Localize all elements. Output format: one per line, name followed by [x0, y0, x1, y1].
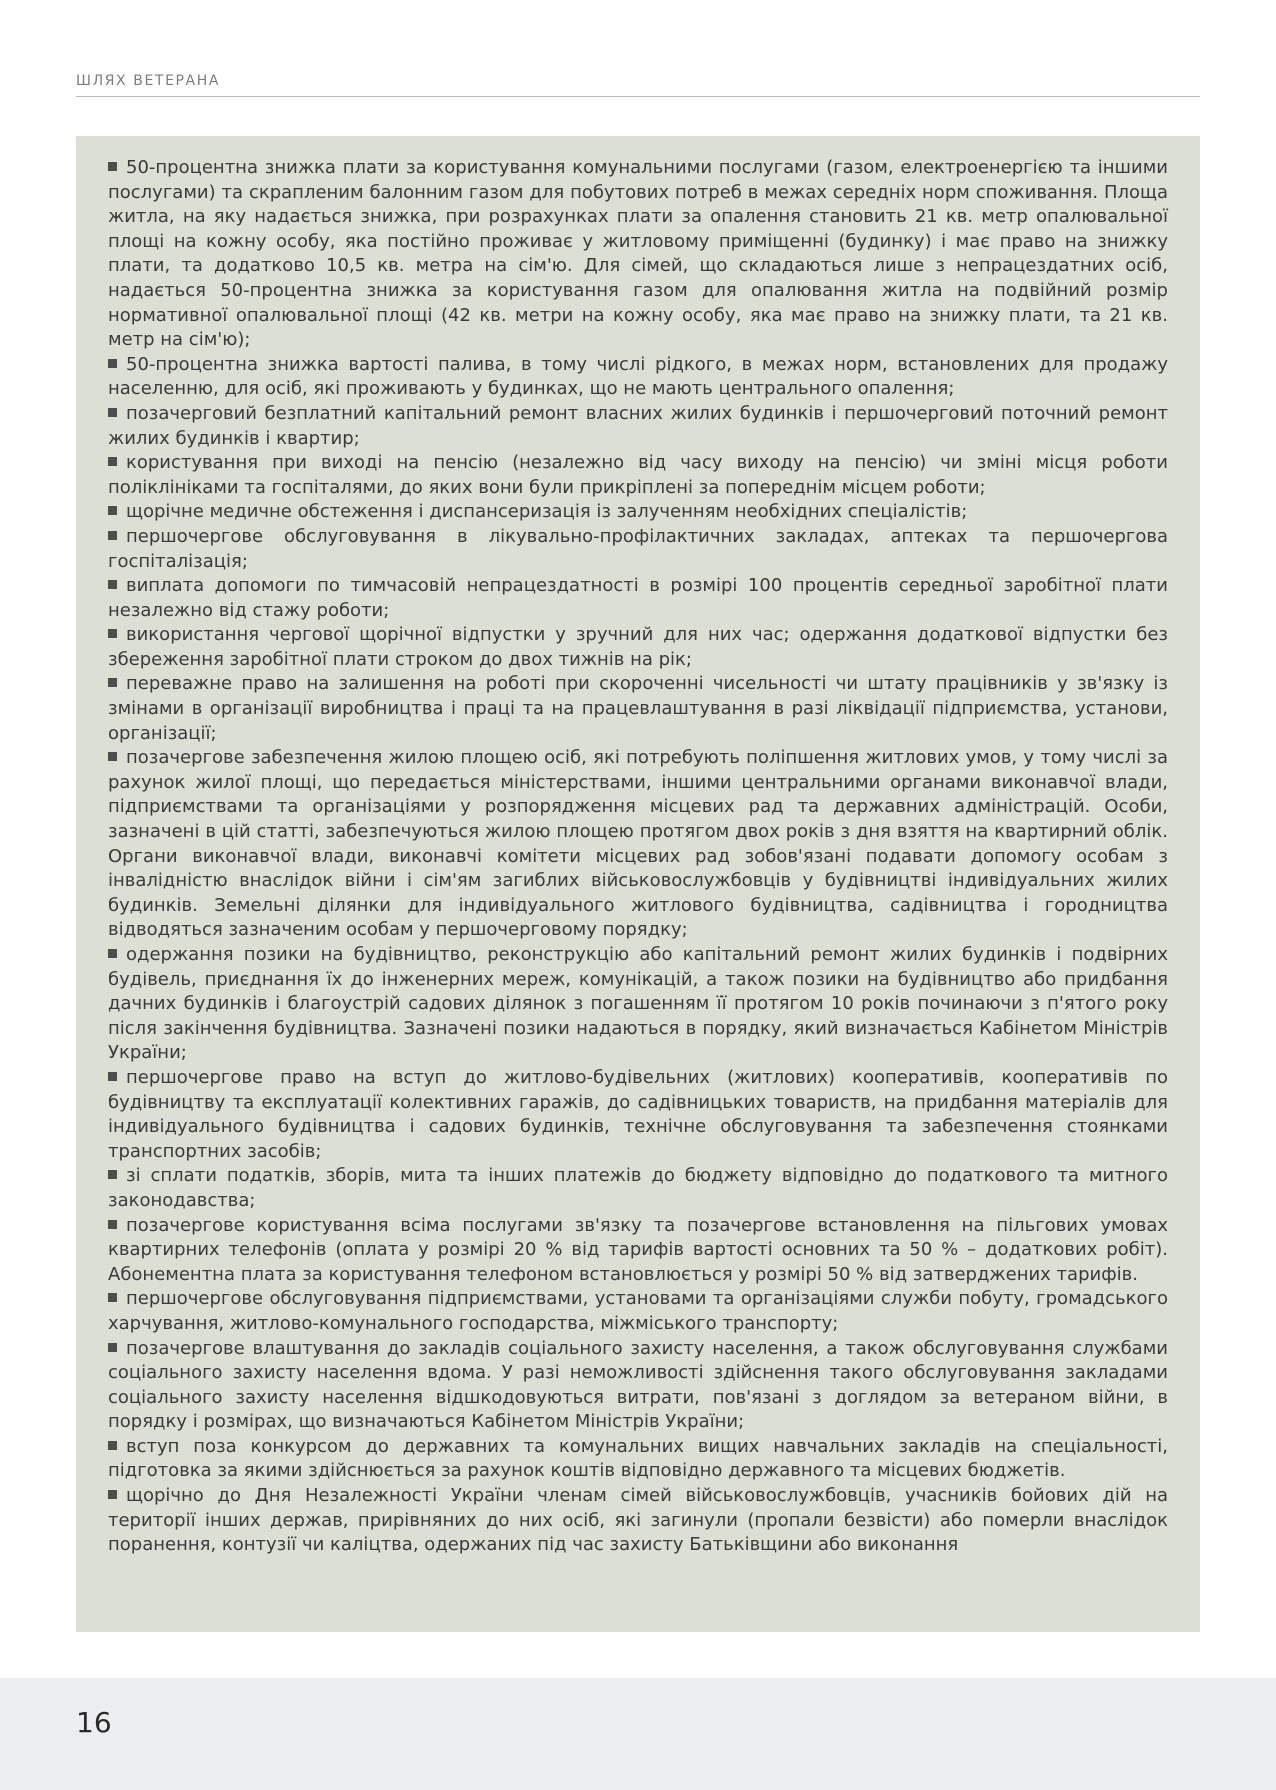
square-bullet-icon [108, 162, 117, 171]
square-bullet-icon [108, 531, 117, 540]
square-bullet-icon [108, 1490, 117, 1499]
benefits-list [108, 156, 1168, 1558]
list-item [108, 525, 1168, 574]
list-item-text: позачергове забезпечення жилою площею осіб, які потребують поліпшення житлових умов, у тому числі за рахунок жилої площі, що передається міністерствами, іншими центральними органами виконавчої влади, підприємствами та організаціями у розпорядження місцевих рад та державних адміністрацій. Особи, зазначені в цій статті, забезпечуються жилою площею протягом двох років з дня взяття на квартирний облік. Органи виконавчої влади, виконавчі комітети місцевих рад зобов'язані подавати допомогу особам з інвалідністю внаслідок війни і сім'ям загиблих військовослужбовців у будівництві індивідуальних жилих будинків. Земельні ділянки для індивідуального житлового будівництва, садівництва і городництва відводяться зазначеним особам у першочерговому порядку; [108, 747, 1168, 941]
list-item-text: позачергове користування всіма послугами зв'язку та позачергове встановлення на пільгових умовах квартирних телефонів (оплата у розмірі 20 % від тарифів вартості основних та 50 % – додаткових робіт). Абонементна плата за користування телефоном встановлюється у розмірі 50 % від затверджених тарифів. [108, 1214, 1168, 1285]
list-item-text: першочергове право на вступ до житлово-будівельних (житлових) кооперативів, кооперативів по будівництву та експлуатації колективних гаражів, до садівницьких товариств, на придбання матеріалів для індивідуального будівництва і садових будинків, технічне обслуговування та забезпечення стоянками транспортних засобів; [108, 1066, 1168, 1162]
list-item [108, 574, 1168, 623]
square-bullet-icon [108, 506, 117, 515]
list-item [108, 353, 1168, 402]
page-number: 16 [76, 1706, 112, 1739]
square-bullet-icon [108, 359, 117, 368]
list-item-text: першочергове обслуговування в лікувально-профілактичних закладах, аптеках та першочергова госпіталізація; [108, 525, 1168, 572]
header-divider [76, 96, 1200, 97]
list-item-text: щорічно до Дня Незалежності України членам сімей військовослужбовців, учасників бойових дій на території інших держав, прирівняних до них осіб, які загинули (пропали безвісти) або померли внаслідок поранення, контузії чи каліцтва, одержаних під час захисту Батьківщини або виконання [108, 1485, 1168, 1556]
square-bullet-icon [108, 1441, 117, 1450]
list-item-text: щорічне медичне обстеження і диспансеризація із залученням необхідних спеціалістів; [126, 501, 968, 523]
list-item-text: переважне право на залишення на роботі при скороченні чисельності чи штату працівників у зв'язку із змінами в організації виробництва і праці та на працевлаштування в разі ліквідації підприємства, установи, організації; [108, 673, 1168, 744]
square-bullet-icon [108, 752, 117, 761]
square-bullet-icon [108, 408, 117, 417]
square-bullet-icon [108, 1343, 117, 1352]
square-bullet-icon [108, 949, 117, 958]
list-item [108, 156, 1168, 353]
benefits-box [76, 136, 1200, 1632]
list-item [108, 451, 1168, 500]
list-item [108, 1066, 1168, 1164]
square-bullet-icon [108, 629, 117, 638]
list-item-text: 50-процентна знижка плати за користування комунальними послугами (газом, електроенергією та іншими послугами) та скрапленим балонним газом для побутових потреб в межах середніх норм споживання. Площа житла, на яку надається знижка, при розрахунках плати за опалення становить 21 кв. метр опалювальної площі на кожну особу, яка постійно проживає у житловому приміщенні (будинку) і має право на знижку плати, та додатково 10,5 кв. метра на сім'ю. Для сімей, що складаються лише з непрацездатних осіб, надається 50-процентна знижка за користування газом для опалювання житла на подвійний розмір нормативної опалювальної площі (42 кв. метри на кожну особу, яка має право на знижку плати, та 21 кв. метр на сім'ю); [108, 157, 1168, 351]
list-item [108, 943, 1168, 1066]
square-bullet-icon [108, 1220, 117, 1229]
list-item-text: одержання позики на будівництво, реконструкцію або капітальний ремонт жилих будинків і подвірних будівель, приєднання їх до інженерних мереж, комунікацій, а також позики на будівництво або придбання дачних будинків і благоустрій садових ділянок з погашенням її протягом 10 років починаючи з п'ятого року після закінчення будівництва. Зазначені позики надаються в порядку, який визначається Кабінетом Міністрів України; [108, 944, 1168, 1064]
square-bullet-icon [108, 1293, 117, 1302]
list-item [108, 672, 1168, 746]
list-item-text: використання чергової щорічної відпустки у зручний для них час; одержання додаткової відпустки без збереження заробітної плати строком до двох тижнів на рік; [108, 624, 1168, 670]
list-item-text: 50-процентна знижка вартості палива, в тому числі рідкого, в межах норм, встановлених для продажу населенню, для осіб, які проживають у будинках, що не мають центрального опалення; [108, 353, 1168, 400]
running-header: ШЛЯХ ВЕТЕРАНА [76, 73, 221, 89]
list-item-text: першочергове обслуговування підприємствами, установами та організаціями служби побуту, громадського харчування, житлово-комунального господарства, міжміського транспорту; [108, 1288, 1168, 1334]
list-item-text: зі сплати податків, зборів, мита та інших платежів до бюджету відповідно до податкового та митного законодавства; [108, 1165, 1168, 1211]
square-bullet-icon [108, 1170, 117, 1179]
list-item-text: позачергове влаштування до закладів соціального захисту населення, а також обслуговування службами соціального захисту населення вдома. У разі неможливості здійснення такого обслуговування закладами соціального захисту населення відшкодовуються витрати, пов'язані з доглядом за ветераном війни, в порядку і розмірах, що визначаються Кабінетом Міністрів України; [108, 1337, 1168, 1433]
square-bullet-icon [108, 678, 117, 687]
list-item [108, 1214, 1168, 1288]
list-item [108, 1287, 1168, 1336]
square-bullet-icon [108, 1072, 117, 1081]
list-item [108, 1164, 1168, 1213]
list-item [108, 500, 1168, 525]
list-item [108, 1435, 1168, 1484]
square-bullet-icon [108, 457, 117, 466]
page-footer [0, 1678, 1276, 1790]
list-item-text: користування при виході на пенсію (незалежно від часу виходу на пенсію) чи зміні місця роботи поліклініками та госпіталями, до яких вони були прикріплені за попереднім місцем роботи; [108, 452, 1168, 498]
list-item [108, 402, 1168, 451]
list-item [108, 1337, 1168, 1435]
list-item [108, 623, 1168, 672]
list-item-text: позачерговий безплатний капітальний ремонт власних жилих будинків і першочерговий поточний ремонт жилих будинків і квартир; [108, 402, 1168, 449]
list-item-text: виплата допомоги по тимчасовій непрацездатності в розмірі 100 процентів середньої заробітної плати незалежно від стажу роботи; [108, 575, 1168, 621]
list-item [108, 1484, 1168, 1558]
square-bullet-icon [108, 580, 117, 589]
list-item-text: вступ поза конкурсом до державних та комунальних вищих навчальних закладів на спеціальності, підготовка за якими здійснюється за рахунок коштів відповідно державного та місцевих бюджетів. [108, 1435, 1168, 1482]
list-item [108, 746, 1168, 943]
